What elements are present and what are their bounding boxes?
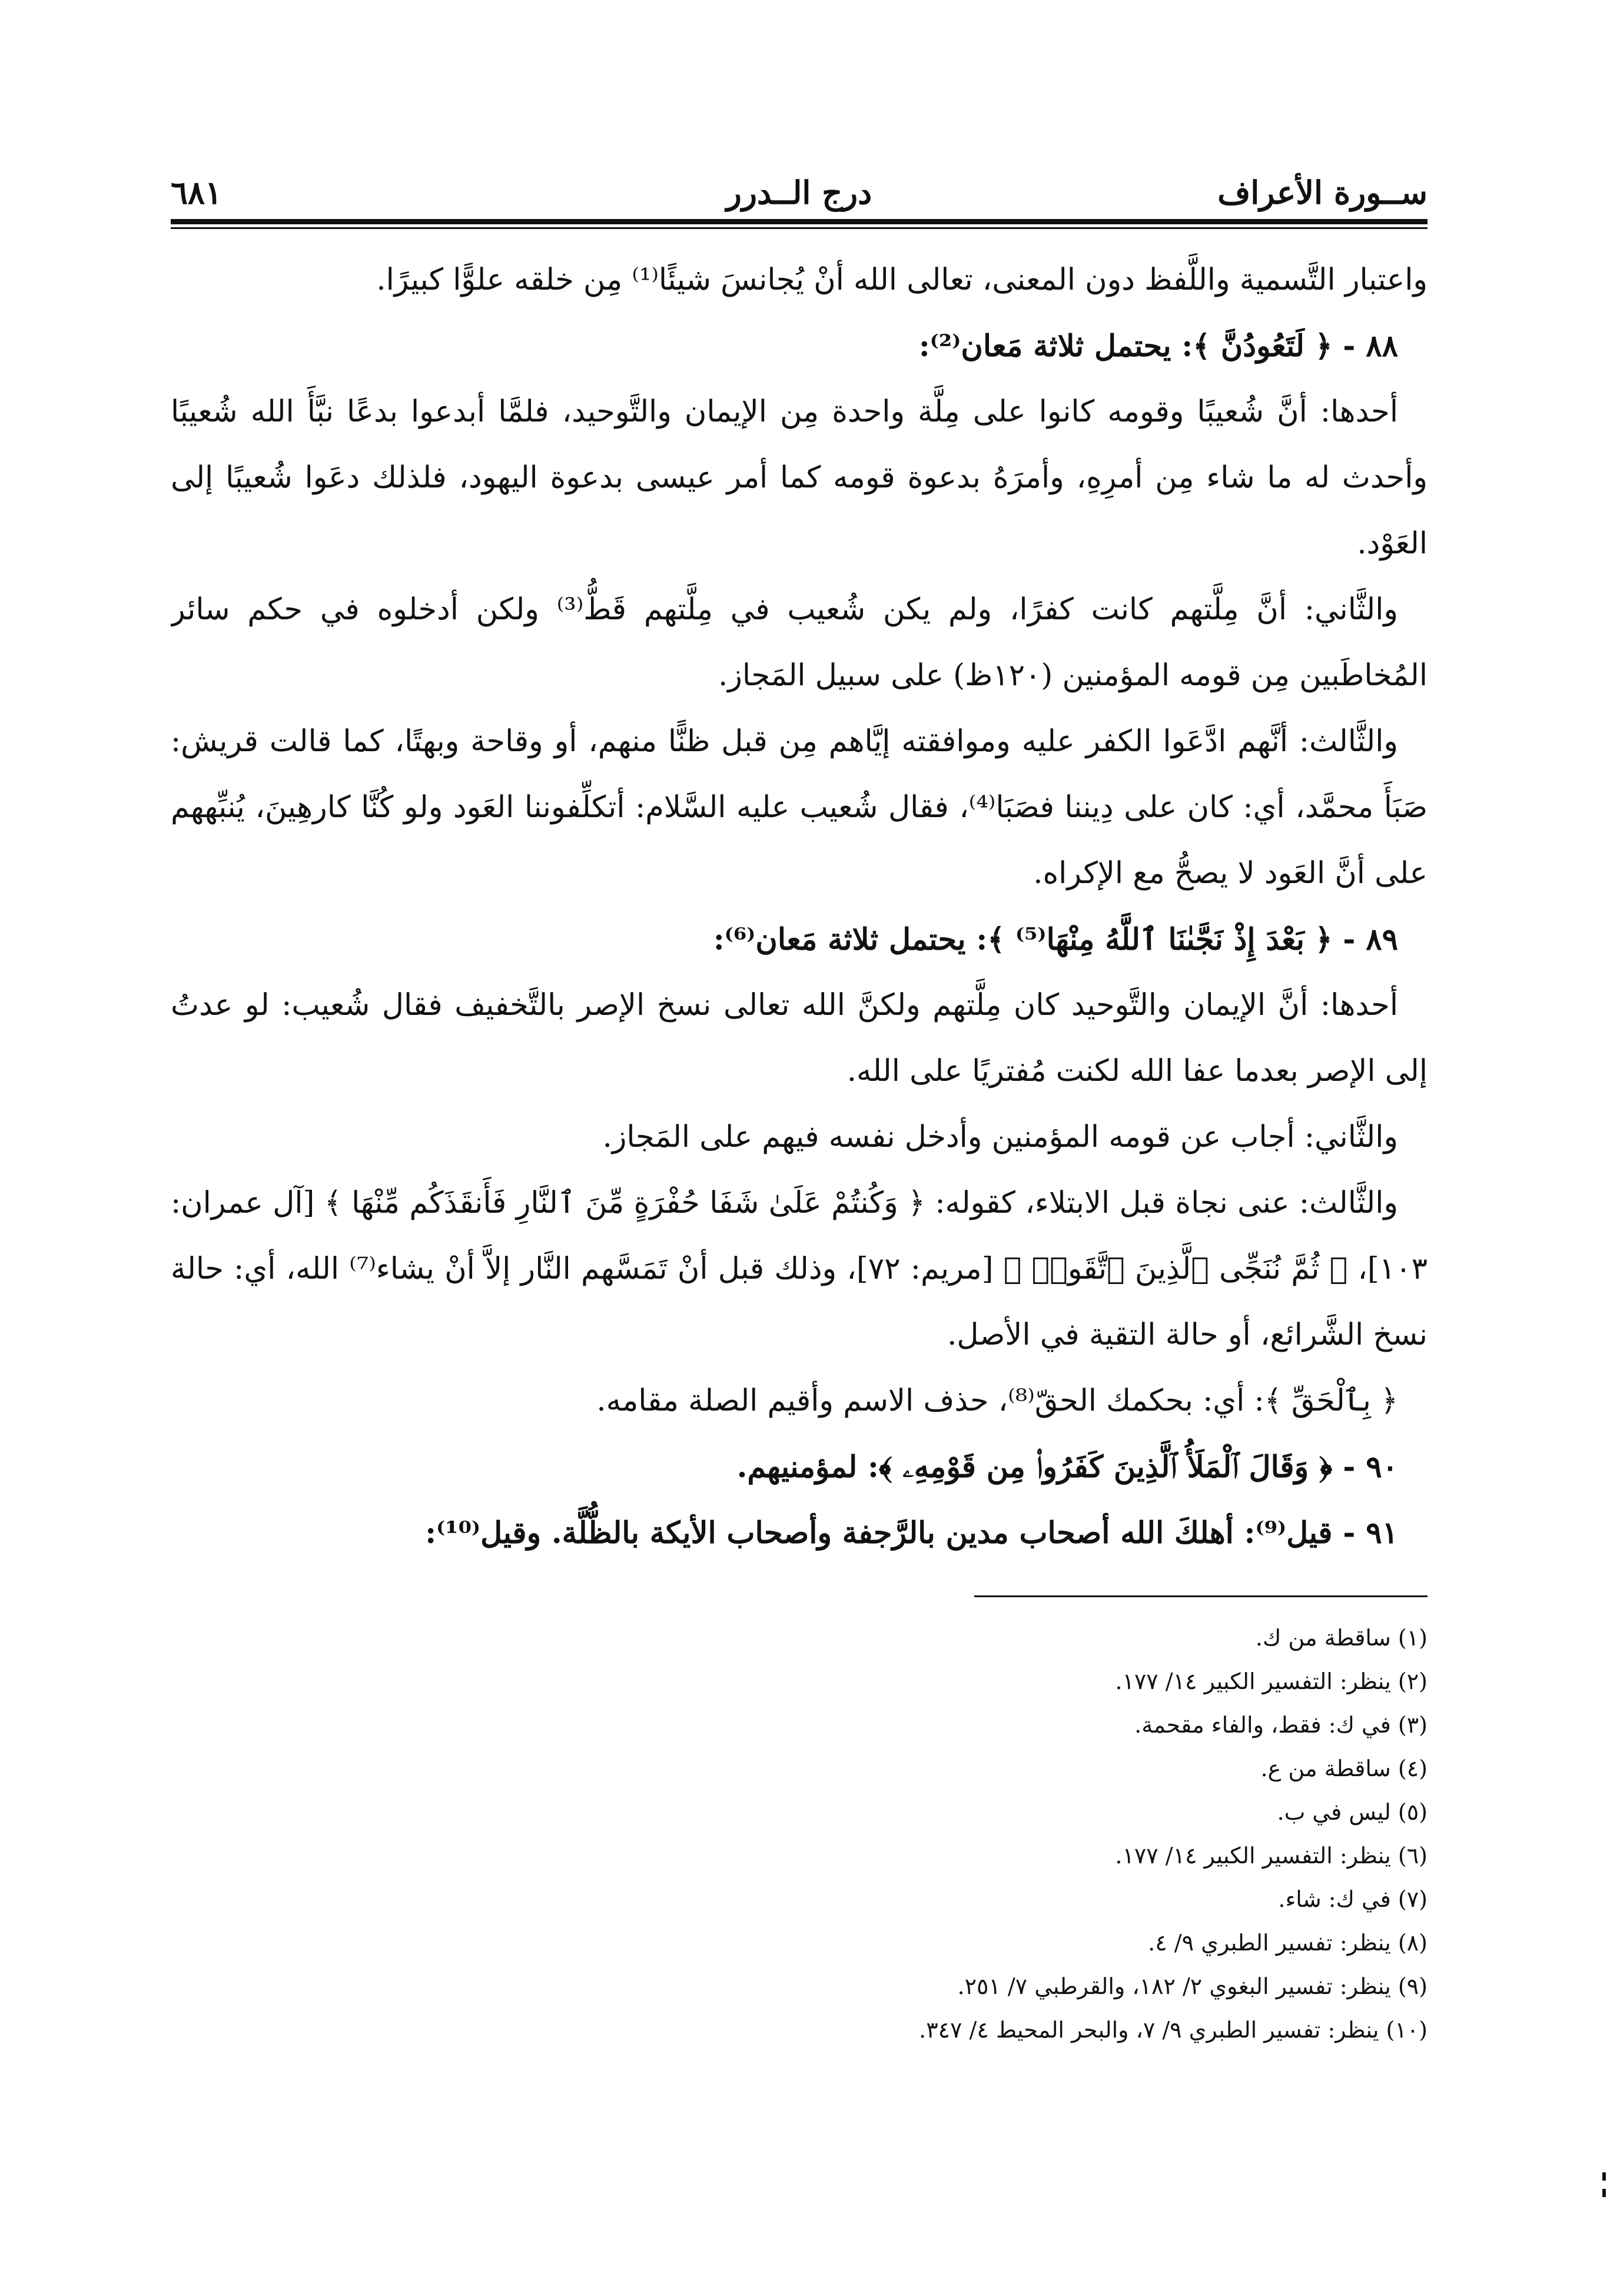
paragraph: والثَّالث: عنى نجاة قبل الابتلاء، كقوله: ﴿ وَكُنتُمْ عَلَىٰ شَفَا حُفْرَةٍ مِّنَ ٱلنَّارِ فَأَنقَذَكُم مِّنْهَا ﴾ [آل عمران: ١٠٣]، ﴿ ثُمَّ نُنَجِّى ٱلَّذِينَ ٱتَّقَوا۟ ﴾ [مريم: ٧٢]، وذلك قبل أنْ تَمَسَّهم النَّار إلاَّ أنْ يشاء⁽⁷⁾ الله، أي: حالة نسخ الشَّرائع، أو حالة التقية في الأصل. (171, 1186, 1428, 1352)
paragraph: ﴿ بِٱلْحَقِّ ﴾: أي: بحكمك الحقّ⁽⁸⁾، حذف الاسم وأقيم الصلة مقامه. (596, 1383, 1398, 1418)
footnote: (٣) في ك: فقط، والفاء مقحمة. (1134, 1712, 1428, 1738)
main-text (171, 247, 1428, 1566)
paragraph: واعتبار التَّسمية واللَّفظ دون المعنى، تعالى الله أنْ يُجانسَ شيئًا⁽¹⁾ مِن خلقه علوًّا كبيرًا. (376, 263, 1428, 297)
header-rule-thin (171, 227, 1428, 229)
footnote: (٤) ساقطة من ع. (1260, 1756, 1428, 1781)
footnote: (٩) ينظر: تفسير البغوي ٢/ ١٨٢، والقرطبي ٧/ ٢٥١. (957, 1973, 1428, 1999)
verse-heading-89: ٨٩ - ﴿ بَعْدَ إِذْ نَجَّىٰنَا ٱللَّهُ مِنْهَا⁽⁵⁾ ﴾: يحتمل ثلاثة مَعان⁽⁶⁾: (713, 922, 1398, 957)
verse-heading-88: ٨٨ - ﴿ لَتَعُودُنَّ ﴾: يحتمل ثلاثة مَعان⁽²⁾: (918, 329, 1398, 364)
running-header (171, 174, 1428, 218)
verse-heading-91: ٩١ - قيل⁽⁹⁾: أهلكَ الله أصحاب مدين بالرَّجفة وأصحاب الأيكة بالظُّلَّة. وقيل⁽¹⁰⁾: (425, 1515, 1398, 1551)
footnote: (٢) ينظر: التفسير الكبير ١٤/ ١٧٧. (1115, 1668, 1428, 1694)
footnote: (٦) ينظر: التفسير الكبير ١٤/ ١٧٧. (1115, 1843, 1428, 1869)
page-number: ٦٨١ (171, 174, 223, 211)
footnote: (٧) في ك: شاء. (1278, 1886, 1428, 1912)
footnote: (٥) ليس في ب. (1277, 1799, 1428, 1825)
header-rule-thick (171, 219, 1428, 224)
paragraph: والثَّالث: أنَّهم ادَّعَوا الكفر عليه وموافقته إيَّاهم مِن قبل ظنًّا منهم، أو وقاحة وبهتًا، كما قالت قريش: صَبَأَ محمَّد، أي: كان على دِيننا فصَبَا⁽⁴⁾، فقال شُعيب عليه السَّلام: أتكلِّفوننا العَود ولو كُنَّا كارهِينَ، يُنبِّههم على أنَّ العَود لا يصحُّ مع الإكراه. (171, 724, 1428, 891)
footnote: (١) ساقطة من ك. (1255, 1625, 1428, 1651)
footnote-separator (974, 1595, 1428, 1597)
footnote: (٨) ينظر: تفسير الطبري ٩/ ٤. (1148, 1930, 1428, 1956)
scan-mark (1602, 2189, 1606, 2197)
footnotes (171, 1616, 1428, 2052)
paragraph: والثَّاني: أجاب عن قومه المؤمنين وأدخل نفسه فيهم على المَجاز. (602, 1120, 1398, 1154)
footnote: (١٠) ينظر: تفسير الطبري ٩/ ٧، والبحر المحيط ٤/ ٣٤٧. (919, 2017, 1428, 2043)
book-title: درج الــدرر (726, 174, 872, 211)
paragraph: والثَّاني: أنَّ مِلَّتهم كانت كفرًا، ولم يكن شُعيب في مِلَّتهم قَطُّ⁽³⁾ ولكن أدخلوه في حكم سائر المُخاطَبين مِن قومه المؤمنين (١٢٠ظ) على سبيل المَجاز. (171, 592, 1428, 693)
paragraph: أحدها: أنَّ شُعيبًا وقومه كانوا على مِلَّة واحدة مِن الإيمان والتَّوحيد، فلمَّا أبدعوا بدعًا نبَّأَ الله شُعيبًا وأحدث له ما شاء مِن أمرِهِ، وأمرَهُ بدعوة قومه كما أمر عيسى بدعوة اليهود، فلذلك دعَوا شُعيبًا إلى العَوْد. (171, 394, 1428, 561)
paragraph: أحدها: أنَّ الإيمان والتَّوحيد كان مِلَّتهم ولكنَّ الله تعالى نسخ الإصر بالتَّخفيف فقال شُعيب: لو عدتُ إلى الإصر بعدما عفا الله لكنت مُفتريًا على الله. (171, 988, 1428, 1089)
verse-heading-90: ٩٠ - ﴿ وَقَالَ ٱلْمَلَأُ ٱلَّذِينَ كَفَرُوا۟ مِن قَوْمِهِۦ ﴾: لمؤمنيهم. (736, 1449, 1398, 1485)
surah-title: ســورة الأعراف (1217, 174, 1428, 211)
scan-mark (1602, 2172, 1606, 2181)
